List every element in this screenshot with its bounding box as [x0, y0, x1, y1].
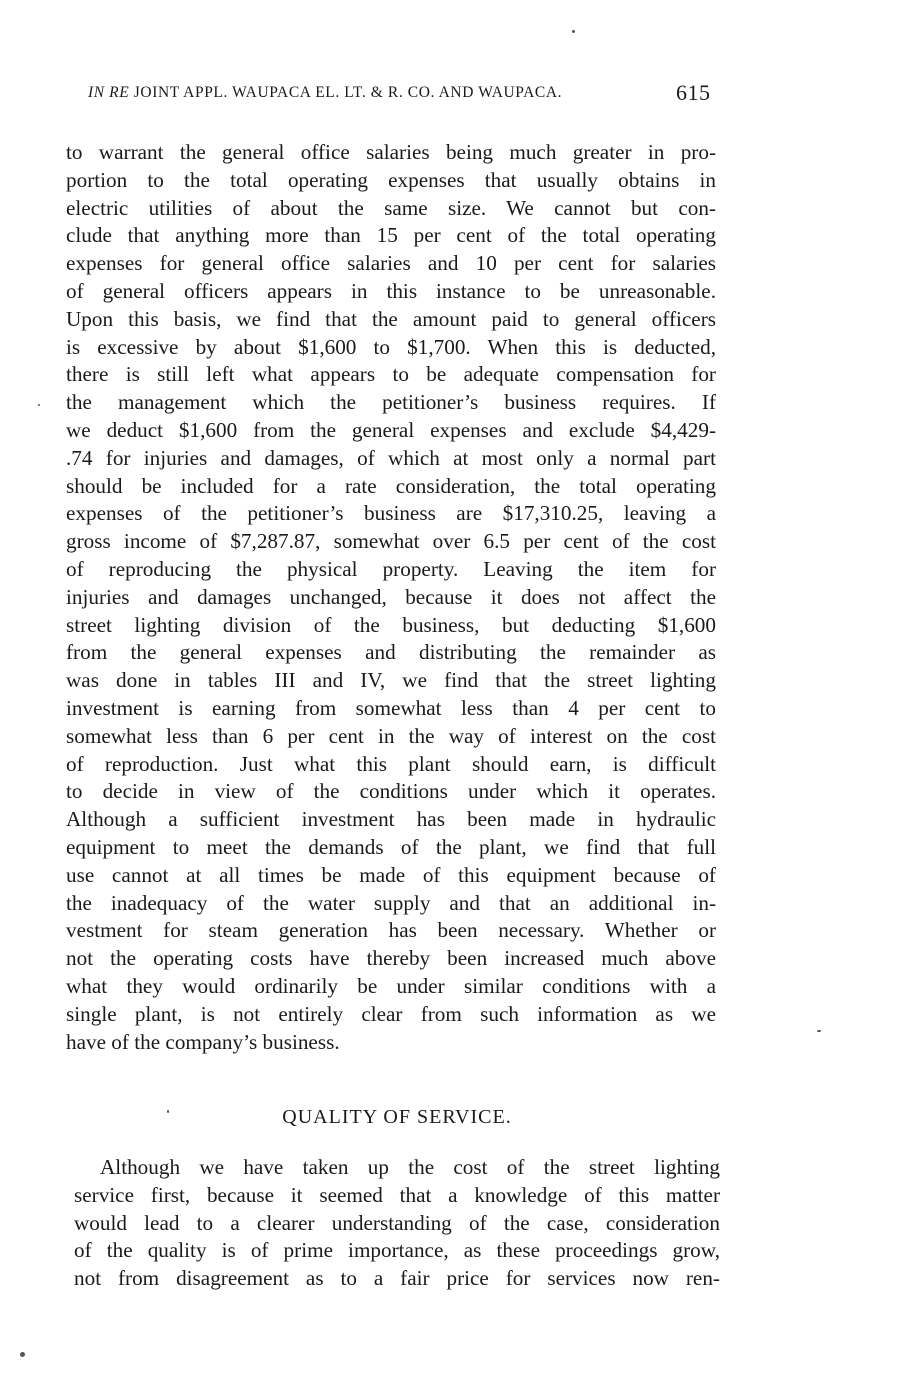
paragraph-1: [66, 139, 716, 1056]
text-line: injuries and damages unchanged, because it does not affect the: [66, 584, 716, 609]
text-line: of general officers appears in this instance to be unreasonable.: [66, 278, 716, 303]
text-line: Although we have taken up the cost of the street lighting: [100, 1155, 720, 1179]
text-line: is excessive by about $1,600 to $1,700. When this is deducted,: [66, 334, 716, 359]
text-line: investment is earning from somewhat less than 4 per cent to: [66, 695, 716, 720]
text-line: not the operating costs have thereby been increased much above: [66, 946, 716, 971]
text-line: the inadequacy of the water supply and that an additional in-: [66, 890, 716, 915]
text-line: there is still left what appears to be adequate compensation for: [66, 362, 716, 387]
text-line: to decide in view of the conditions under which it operates.: [66, 779, 716, 804]
text-line: portion to the total operating expenses that usually obtains in: [66, 167, 716, 192]
text-line: expenses for general office salaries and 10 per cent for salaries: [66, 251, 716, 276]
scan-speck: [572, 30, 575, 33]
section-heading: QUALITY OF SERVICE.: [282, 1106, 512, 1128]
text-line: would lead to a clearer understanding of the case, consideration: [74, 1210, 720, 1235]
text-line: from the general expenses and distributing the remainder as: [66, 640, 716, 665]
text-line: should be included for a rate consideration, the total operating: [66, 473, 716, 498]
text-line: clude that anything more than 15 per cent of the total operating: [66, 223, 716, 248]
text-line: electric utilities of about the same size. We cannot but con-: [66, 195, 716, 220]
text-line: street lighting division of the business, but deducting $1,600: [66, 612, 716, 637]
text-line: somewhat less than 6 per cent in the way of interest on the cost: [66, 723, 716, 748]
running-head: [88, 84, 718, 102]
page-number: 615: [676, 80, 711, 105]
running-head-case-prefix: IN RE: [88, 84, 130, 101]
text-line: what they would ordinarily be under similar conditions with a: [66, 973, 716, 998]
text-line: of reproducing the physical property. Leaving the item for: [66, 556, 716, 581]
text-line: the management which the petitioner’s business requires. If: [66, 390, 716, 415]
text-line: Upon this basis, we find that the amount paid to general officers: [66, 306, 716, 331]
text-line: vestment for steam generation has been necessary. Whether or: [66, 918, 716, 943]
scan-speck: [817, 1030, 821, 1032]
text-line: single plant, is not entirely clear from such information as we: [66, 1001, 716, 1026]
text-line: of the quality is of prime importance, as these proceedings grow,: [74, 1238, 720, 1263]
text-line: of reproduction. Just what this plant should earn, is difficult: [66, 751, 716, 776]
text-line: use cannot at all times be made of this equipment because of: [66, 862, 716, 887]
text-line: was done in tables III and IV, we find that the street lighting: [66, 668, 716, 693]
text-line: .74 for injuries and damages, of which at most only a normal part: [66, 445, 716, 470]
running-head-title: JOINT APPL. WAUPACA EL. LT. & R. CO. AND WAUPACA.: [129, 84, 563, 101]
scan-speck: [20, 1352, 25, 1357]
text-line: equipment to meet the demands of the plant, we find that full: [66, 834, 716, 859]
text-line: to warrant the general office salaries being much greater in pro-: [66, 140, 716, 164]
text-line: service first, because it seemed that a knowledge of this matter: [74, 1182, 720, 1207]
text-line: expenses of the petitioner’s business are $17,310.25, leaving a: [66, 501, 716, 526]
text-line: gross income of $7,287.87, somewhat over 6.5 per cent of the cost: [66, 529, 716, 554]
scan-speck: [167, 1110, 169, 1113]
text-line: we deduct $1,600 from the general expenses and exclude $4,429-: [66, 417, 716, 442]
text-line: not from disagreement as to a fair price for services now ren-: [74, 1266, 720, 1291]
scan-speck: [38, 404, 40, 406]
text-line: Although a sufficient investment has been made in hydraulic: [66, 807, 716, 832]
paragraph-2: [74, 1154, 720, 1293]
text-line: have of the company’s business.: [66, 1029, 340, 1054]
